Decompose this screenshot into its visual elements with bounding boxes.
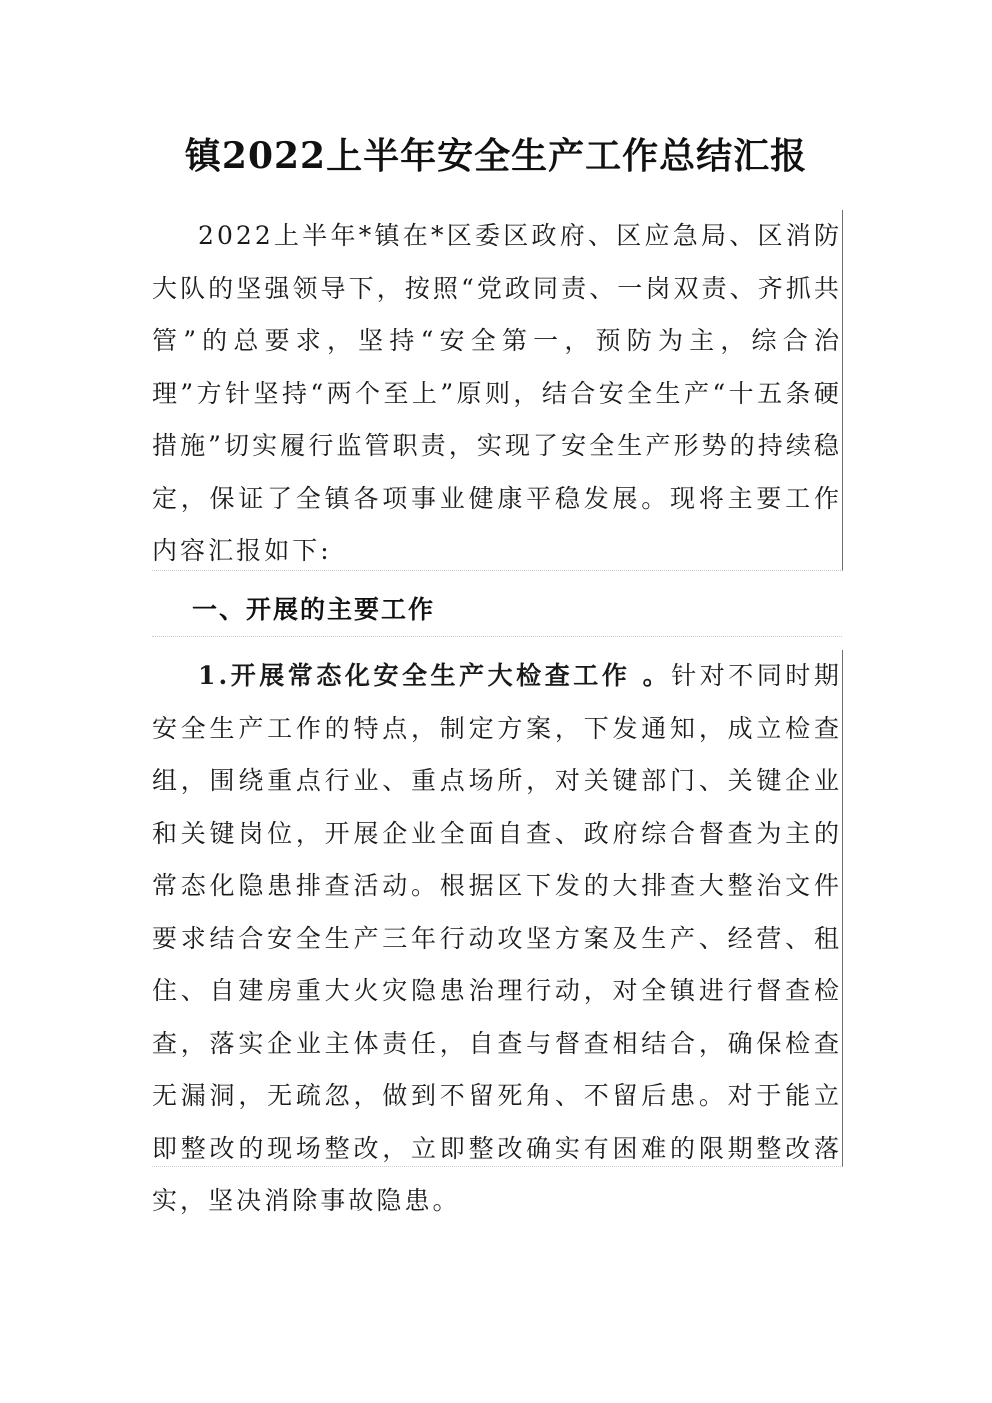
section-heading-block xyxy=(152,584,842,637)
document-title: 镇2022上半年安全生产工作总结汇报 xyxy=(184,135,808,177)
item-1-title: 1.开展常态化安全生产大检查工作 。 xyxy=(198,661,672,690)
intro-block xyxy=(152,210,843,571)
intro-paragraph: 2022上半年*镇在*区委区政府、区应急局、区消防大队的坚强领导下，按照“党政同责、一岗双责、齐抓共管”的总要求，坚持“安全第一，预防为主，综合治理”方针坚持“两个至上”原则，结合安全生产“十五条硬措施”切实履行监管职责，实现了安全生产形势的持续稳定，保证了全镇各项事业健康平稳发展。现将主要工作内容汇报如下: xyxy=(152,221,842,565)
item-1-block xyxy=(152,650,843,1215)
section-heading: 一、开展的主要工作 xyxy=(192,595,436,624)
item-1-body: 针对不同时期安全生产工作的特点，制定方案，下发通知，成立检查组，围绕重点行业、重点场所，对关键部门、关键企业和关键岗位，开展企业全面自查、政府综合督查为主的常态化隐患排查活动。根据区下发的大排查大整治文件要求结合安全生产三年行动攻坚方案及生产、经营、租住、自建房重大火灾隐患治理行动，对全镇进行督查检查，落实企业主体责任，自查与督查相结合，确保检查无漏洞，无疏忽，做到不留死角、不留后患。对于能立即整改的现场整改，立即整改确实有困难的限期整改落实，坚决消除事故隐患。 xyxy=(152,661,842,1215)
item-1-paragraph xyxy=(152,650,842,1228)
